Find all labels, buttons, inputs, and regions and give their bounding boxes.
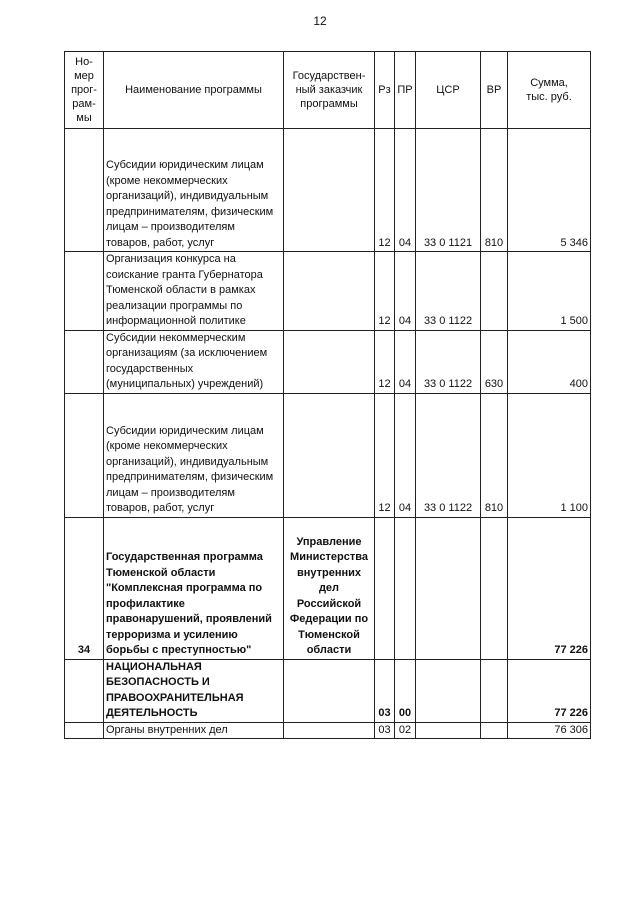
header-program-number: Но- мер прог- рам- мы	[65, 52, 104, 129]
cell-pr: 00	[395, 659, 416, 722]
cell-sum: 76 306	[508, 722, 591, 739]
cell-sum: 77 226	[508, 659, 591, 722]
cell-sum: 400	[508, 330, 591, 393]
cell-pr: 02	[395, 722, 416, 739]
cell-program-name: Субсидии юридическим лицам (кроме некоммерческих организаций), индивидуальным предпринимателям, физическим лицам – производителям товаров, работ, услуг	[104, 393, 284, 517]
header-pr: ПР	[395, 52, 416, 129]
cell-program-name: НАЦИОНАЛЬНАЯ БЕЗОПАСНОСТЬ И ПРАВООХРАНИТЕЛЬНАЯ ДЕЯТЕЛЬНОСТЬ	[104, 659, 284, 722]
cell-csr	[416, 722, 481, 739]
cell-vr	[481, 659, 508, 722]
cell-number	[65, 393, 104, 517]
cell-rz: 12	[375, 252, 395, 331]
table-row	[65, 517, 591, 659]
cell-number	[65, 330, 104, 393]
cell-csr: 33 0 1121	[416, 129, 481, 252]
cell-pr: 04	[395, 330, 416, 393]
cell-program-name: Субсидии юридическим лицам (кроме некоммерческих организаций), индивидуальным предпринимателям, физическим лицам – производителям товаров, работ, услуг	[104, 129, 284, 252]
cell-sum: 5 346	[508, 129, 591, 252]
cell-customer	[284, 659, 375, 722]
cell-rz	[375, 517, 395, 659]
cell-pr	[395, 517, 416, 659]
table-row	[65, 252, 591, 331]
cell-vr	[481, 517, 508, 659]
header-vr: ВР	[481, 52, 508, 129]
cell-csr	[416, 659, 481, 722]
cell-customer: Управление Министерства внутренних дел Российской Федерации по Тюменской области	[284, 517, 375, 659]
cell-vr: 630	[481, 330, 508, 393]
cell-rz: 12	[375, 129, 395, 252]
cell-sum: 1 500	[508, 252, 591, 331]
cell-customer	[284, 330, 375, 393]
page-number: 12	[313, 14, 327, 28]
header-customer: Государствен- ный заказчик программы	[284, 52, 375, 129]
header-rz: Рз	[375, 52, 395, 129]
table-row	[65, 393, 591, 517]
cell-vr	[481, 252, 508, 331]
cell-rz: 03	[375, 659, 395, 722]
budget-table	[64, 51, 591, 739]
cell-program-name: Органы внутренних дел	[104, 722, 284, 739]
cell-pr: 04	[395, 252, 416, 331]
table-row	[65, 659, 591, 722]
cell-pr: 04	[395, 393, 416, 517]
cell-program-name: Субсидии некоммерческим организациям (за исключением государственных (муниципальных) учреждений)	[104, 330, 284, 393]
cell-program-name: Организация конкурса на соискание гранта Губернатора Тюменской области в рамках реализации программы по информационной политике	[104, 252, 284, 331]
cell-csr: 33 0 1122	[416, 393, 481, 517]
cell-number	[65, 659, 104, 722]
cell-rz: 12	[375, 393, 395, 517]
table-row	[65, 129, 591, 252]
cell-rz: 12	[375, 330, 395, 393]
cell-customer	[284, 393, 375, 517]
header-csr: ЦСР	[416, 52, 481, 129]
cell-vr	[481, 722, 508, 739]
cell-number	[65, 252, 104, 331]
cell-pr: 04	[395, 129, 416, 252]
cell-number	[65, 722, 104, 739]
cell-number	[65, 129, 104, 252]
table-row	[65, 330, 591, 393]
cell-csr: 33 0 1122	[416, 330, 481, 393]
cell-customer	[284, 722, 375, 739]
cell-customer	[284, 129, 375, 252]
header-row	[65, 52, 591, 129]
cell-number: 34	[65, 517, 104, 659]
cell-program-name: Государственная программа Тюменской области "Комплексная программа по профилактике правонарушений, проявлений терроризма и усилению борьбы с преступностью"	[104, 517, 284, 659]
cell-vr: 810	[481, 129, 508, 252]
cell-csr	[416, 517, 481, 659]
cell-customer	[284, 252, 375, 331]
cell-vr: 810	[481, 393, 508, 517]
cell-rz: 03	[375, 722, 395, 739]
table-row	[65, 722, 591, 739]
cell-sum: 1 100	[508, 393, 591, 517]
header-sum: Сумма, тыс. руб.	[508, 52, 591, 129]
header-program-name: Наименование программы	[104, 52, 284, 129]
cell-sum: 77 226	[508, 517, 591, 659]
cell-csr: 33 0 1122	[416, 252, 481, 331]
